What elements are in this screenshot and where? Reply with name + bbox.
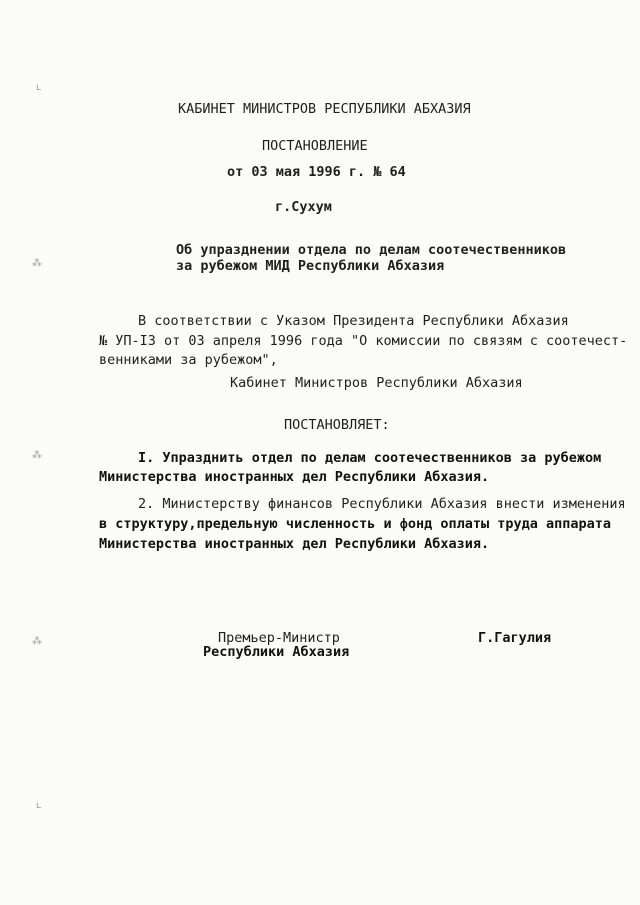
punch-hole-mark: ⁂ [32,258,42,269]
preamble-line-1: В соответствии с Указом Президента Республики Абхазия [138,313,569,329]
punch-hole-mark: ⁂ [32,450,42,461]
preamble-line-3: венниками за рубежом", [99,352,278,368]
item-2-line-2: в структуру,предельную численность и фонд оплаты труда аппарата [99,516,612,532]
resolves-heading: ПОСТАНОВЛЯЕТ: [284,417,390,433]
subject-line-1: Об упразднении отдела по делам соотечественников [176,242,567,258]
document-date-number: от 03 мая 1996 г. № 64 [227,164,406,180]
punch-hole-mark: ⁂ [32,636,42,647]
signature-title-line-2: Республики Абхазия [203,644,350,660]
preamble-line-4: Кабинет Министров Республики Абхазия [230,375,523,391]
document-type: ПОСТАНОВЛЕНИЕ [262,138,368,154]
punch-hole-mark: ʟ [36,800,42,811]
item-1-line-1: I. Упразднить отдел по делам соотечественников за рубежом [138,450,602,466]
subject-line-2: за рубежом МИД Республики Абхазия [176,258,445,274]
signature-title-line-1: Премьер-Министр [218,630,340,646]
document-city: г.Сухум [275,199,332,215]
item-2-line-3: Министерства иностранных дел Республики Абхазия. [99,536,490,552]
item-2-line-1: 2. Министерству финансов Республики Абхазия внести изменения [138,496,626,512]
punch-hole-mark: ʟ [36,82,42,93]
cabinet-heading: КАБИНЕТ МИНИСТРОВ РЕСПУБЛИКИ АБХАЗИЯ [178,101,471,117]
signatory-name: Г.Гагулия [478,630,552,646]
preamble-line-2: № УП-I3 от 03 апреля 1996 года "О комиссии по связям с соотечест- [99,333,628,349]
item-1-line-2: Министерства иностранных дел Республики Абхазия. [99,469,490,485]
